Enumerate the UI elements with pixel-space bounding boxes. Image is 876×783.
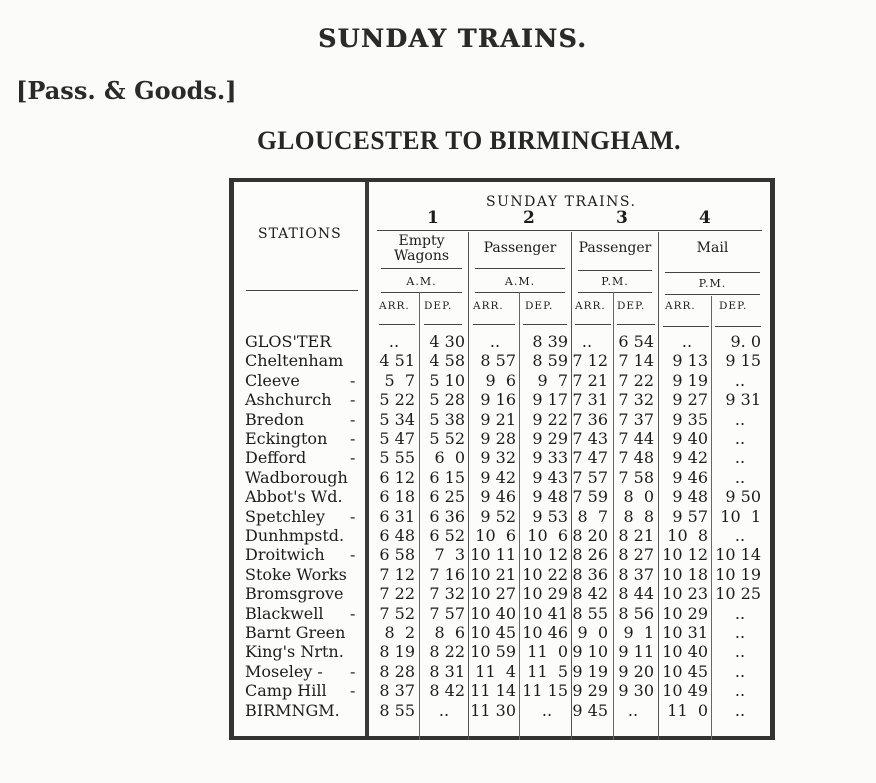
arrival-time: 9 29: [572, 681, 608, 701]
arrival-time: 9 45: [572, 700, 608, 720]
arrival-time: 10 31: [662, 623, 708, 642]
station-name: Blackwell: [245, 603, 324, 623]
divider: [578, 292, 652, 293]
departure-time: 9 22: [532, 409, 568, 429]
table-row: [234, 448, 770, 467]
departure-time: 11 15: [522, 681, 568, 701]
arrival-time: 4 51: [379, 351, 415, 371]
departure-time: ..: [734, 448, 746, 468]
departure-time: ..: [734, 661, 746, 681]
arrival-time: 8 7: [577, 506, 608, 526]
train-type-line1: Empty: [398, 233, 445, 249]
arrival-time: 7 59: [572, 487, 608, 507]
arrival-time: 9 42: [480, 467, 516, 487]
arrival-time: 9 13: [672, 351, 708, 371]
arrival-time: 5 34: [379, 409, 415, 429]
arrival-time: 7 47: [572, 448, 608, 468]
station-name: King's Nrtn.: [245, 642, 344, 662]
departure-time: 6 0: [434, 448, 465, 468]
arrival-time: 9 57: [672, 506, 708, 526]
arrival-time: 9 6: [485, 370, 516, 390]
arrival-time: 7 12: [379, 564, 415, 584]
service-type-label: [Pass. & Goods.]: [16, 76, 237, 105]
station-name: Eckington: [245, 429, 328, 448]
departure-time: 9 50: [725, 487, 761, 507]
station-name: Wadborough: [245, 467, 348, 487]
arrival-time: ..: [681, 332, 693, 351]
arrival-time: 9 19: [572, 661, 608, 681]
arrival-time: 5 22: [379, 390, 415, 410]
arrival-time: 6 58: [379, 545, 415, 565]
divider: [523, 324, 567, 325]
leader-dash: -: [350, 390, 356, 410]
departure-time: 6 15: [429, 467, 465, 487]
departure-time: 7 44: [618, 429, 654, 448]
departure-time: 9 11: [618, 642, 654, 662]
departure-time: 4 30: [429, 332, 465, 351]
arrival-time: 7 43: [572, 429, 608, 448]
arrival-time: 9 19: [672, 370, 708, 390]
arrival-time: 8 20: [572, 526, 608, 545]
station-name: GLOS'TER: [245, 332, 332, 351]
table-row: [234, 487, 770, 506]
divider: [575, 324, 611, 325]
table-row: [234, 351, 770, 370]
arrival-time: 6 18: [379, 487, 415, 507]
station-name: Abbot's Wd.: [245, 487, 343, 507]
arrival-time: 10 45: [662, 661, 708, 681]
departure-time: ..: [734, 370, 746, 390]
divider: [377, 230, 762, 231]
arrival-time: 5 47: [379, 429, 415, 448]
departure-time: ..: [734, 642, 746, 662]
divider: [381, 292, 462, 293]
departure-time: ..: [734, 467, 746, 487]
dep-label: DEP.: [617, 300, 646, 312]
station-name: Droitwich: [245, 545, 325, 565]
arrival-time: 10 11: [470, 545, 516, 565]
arrival-time: 9 42: [672, 448, 708, 468]
arrival-time: 5 55: [379, 448, 415, 468]
train-type-line1: Mail: [696, 240, 729, 256]
train-number-4: 4: [699, 208, 711, 228]
departure-time: 9 29: [532, 429, 568, 448]
station-name: BIRMNGM.: [245, 700, 340, 720]
arrival-time: 9 0: [577, 623, 608, 642]
departure-time: 8 21: [618, 526, 654, 545]
departure-time: 11 5: [527, 661, 568, 681]
departure-time: 10 12: [522, 545, 568, 565]
departure-time: 7 32: [618, 390, 654, 410]
table-row: [234, 507, 770, 526]
departure-time: 8 6: [434, 623, 465, 642]
departure-time: 8 42: [429, 681, 465, 701]
divider: [665, 272, 760, 273]
departure-time: 10 19: [715, 564, 761, 584]
train-type-line1: Passenger: [578, 240, 652, 256]
arrival-time: 7 36: [572, 409, 608, 429]
departure-time: 4 58: [429, 351, 465, 371]
arrival-time: 9 16: [480, 390, 516, 410]
divider: [665, 294, 760, 295]
departure-time: 8 37: [618, 564, 654, 584]
arrival-time: 10 49: [662, 681, 708, 701]
divider: [379, 324, 415, 325]
arrival-time: 9 46: [672, 467, 708, 487]
divider: [475, 268, 565, 269]
arrival-time: 10 21: [470, 564, 516, 584]
station-name: Dunhmpstd.: [245, 526, 345, 545]
station-name: Defford: [245, 448, 307, 468]
period-label: A.M.: [504, 275, 536, 288]
departure-time: 7 3: [434, 545, 465, 565]
departure-time: 10 41: [522, 603, 568, 623]
table-row: [234, 623, 770, 642]
departure-time: 8 27: [618, 545, 654, 565]
station-name: Stoke Works: [245, 564, 347, 584]
table-row: [234, 681, 770, 700]
arrival-time: 9 27: [672, 390, 708, 410]
table-row: [234, 662, 770, 681]
departure-time: 11 0: [527, 642, 568, 662]
arrival-time: 10 40: [662, 642, 708, 662]
arrival-time: 6 48: [379, 526, 415, 545]
divider: [475, 292, 565, 293]
table-row: [234, 565, 770, 584]
arrival-time: ..: [489, 332, 501, 351]
page-title: SUNDAY TRAINS.: [318, 24, 588, 53]
table-row: [234, 429, 770, 448]
period-label: P.M.: [601, 275, 629, 288]
arrival-time: 8 37: [379, 681, 415, 701]
departure-time: 7 37: [618, 409, 654, 429]
station-name: Spetchley: [245, 506, 325, 526]
table-row: [234, 604, 770, 623]
departure-time: 9 7: [537, 370, 568, 390]
arrival-time: 10 18: [662, 564, 708, 584]
departure-time: 9 53: [532, 506, 568, 526]
station-name: Camp Hill: [245, 681, 327, 701]
arrival-time: 11 30: [470, 700, 516, 720]
table-row: [234, 584, 770, 603]
departure-time: ..: [734, 623, 746, 642]
departure-time: ..: [734, 409, 746, 429]
departure-time: 10 14: [715, 545, 761, 565]
arrival-time: ..: [388, 332, 400, 351]
table-row: [234, 545, 770, 564]
departure-time: 8 44: [618, 584, 654, 604]
arrival-time: 10 12: [662, 545, 708, 565]
departure-time: 8 56: [618, 603, 654, 623]
arrival-time: 7 22: [379, 584, 415, 604]
divider: [473, 324, 515, 325]
arrival-time: 10 29: [662, 603, 708, 623]
arrival-time: 10 8: [667, 526, 708, 545]
station-name: Barnt Green: [245, 623, 346, 642]
departure-time: ..: [734, 526, 746, 545]
departure-time: 7 32: [429, 584, 465, 604]
departure-time: 6 36: [429, 506, 465, 526]
departure-time: 9 20: [618, 661, 654, 681]
dep-label: DEP.: [719, 300, 748, 312]
train-number-3: 3: [616, 208, 628, 228]
table-row: [234, 701, 770, 720]
arrival-time: 8 26: [572, 545, 608, 565]
timetable: [229, 178, 775, 740]
departure-time: ..: [734, 681, 746, 701]
route-title: GLOUCESTER TO BIRMINGHAM.: [257, 126, 682, 155]
period-label: P.M.: [698, 277, 727, 290]
departure-time: 5 10: [429, 370, 465, 390]
station-name: Bredon: [245, 409, 305, 429]
arrival-time: 9 21: [480, 409, 516, 429]
divider: [715, 326, 761, 327]
arrival-time: 9 10: [572, 642, 608, 662]
departure-time: 10 1: [720, 506, 761, 526]
departure-time: 10 22: [522, 564, 568, 584]
table-row: [234, 526, 770, 545]
divider: [617, 324, 655, 325]
leader-dash: -: [350, 603, 356, 623]
departure-time: 9. 0: [730, 332, 761, 351]
departure-time: 8 0: [623, 487, 654, 507]
train-number-2: 2: [523, 208, 535, 228]
departure-time: 9 17: [532, 390, 568, 410]
train-type-line1: Passenger: [483, 240, 557, 256]
arrival-time: 11 14: [470, 681, 516, 701]
arrival-time: 10 23: [662, 584, 708, 604]
arrival-time: 10 27: [470, 584, 516, 604]
departure-time: 10 29: [522, 584, 568, 604]
arrival-time: 7 12: [572, 351, 608, 371]
period-label: A.M.: [406, 275, 437, 288]
departure-time: 8 31: [429, 661, 465, 681]
arrival-time: 7 31: [572, 390, 608, 410]
departure-time: ..: [734, 429, 746, 448]
dep-label: DEP.: [525, 300, 554, 312]
dep-label: DEP.: [424, 300, 453, 312]
departure-time: ..: [541, 700, 553, 720]
stations-header: STATIONS: [258, 226, 342, 242]
departure-time: 9 48: [532, 487, 568, 507]
departure-time: 5 38: [429, 409, 465, 429]
station-name: Bromsgrove: [245, 584, 344, 604]
departure-time: 5 52: [429, 429, 465, 448]
divider: [663, 326, 709, 327]
arrival-time: 10 40: [470, 603, 516, 623]
arrival-time: 8 55: [572, 603, 608, 623]
station-name: Ashchurch: [245, 390, 332, 410]
arrival-time: 7 52: [379, 603, 415, 623]
divider: [424, 324, 462, 325]
departure-time: 9 1: [623, 623, 654, 642]
departure-time: 7 57: [429, 603, 465, 623]
arrival-time: 9 46: [480, 487, 516, 507]
arrival-time: 8 36: [572, 564, 608, 584]
leader-dash: -: [350, 448, 356, 468]
arrival-time: 9 32: [480, 448, 516, 468]
train-numbers: [369, 208, 770, 228]
arrival-time: 10 6: [475, 526, 516, 545]
departure-time: 10 46: [522, 623, 568, 642]
table-row: [234, 642, 770, 661]
arrival-time: 8 57: [480, 351, 516, 371]
departure-time: ..: [438, 700, 450, 720]
arrival-time: 10 45: [470, 623, 516, 642]
departure-time: ..: [734, 603, 746, 623]
departure-time: 8 22: [429, 642, 465, 662]
departure-time: 6 25: [429, 487, 465, 507]
departure-time: 7 58: [618, 467, 654, 487]
departure-time: 7 16: [429, 564, 465, 584]
divider: [381, 268, 462, 269]
arr-label: ARR.: [665, 300, 696, 312]
arrival-time: ..: [581, 332, 593, 351]
table-row: [234, 410, 770, 429]
departure-time: 9 43: [532, 467, 568, 487]
arr-label: ARR.: [575, 300, 606, 312]
departure-time: 7 22: [618, 370, 654, 390]
arrival-time: 6 31: [379, 506, 415, 526]
arrival-time: 8 28: [379, 661, 415, 681]
divider: [578, 270, 652, 271]
table-row: [234, 371, 770, 390]
leader-dash: -: [350, 545, 356, 565]
divider: [246, 290, 358, 291]
departure-time: 7 14: [618, 351, 654, 371]
table-row: [234, 390, 770, 409]
train-type-line2: Wagons: [393, 248, 450, 264]
departure-time: 5 28: [429, 390, 465, 410]
departure-time: 6 54: [618, 332, 654, 351]
arrival-time: 8 19: [379, 642, 415, 662]
arrival-time: 9 40: [672, 429, 708, 448]
leader-dash: -: [350, 429, 356, 448]
station-name: Cheltenham: [245, 351, 344, 371]
table-row: [234, 332, 770, 351]
arr-label: ARR.: [473, 300, 504, 312]
departure-time: 9 15: [725, 351, 761, 371]
leader-dash: -: [350, 409, 356, 429]
departure-time: 7 48: [618, 448, 654, 468]
departure-time: 8 39: [532, 332, 568, 351]
table-row: [234, 468, 770, 487]
departure-time: 9 31: [725, 390, 761, 410]
leader-dash: -: [350, 506, 356, 526]
arrival-time: 10 59: [470, 642, 516, 662]
arrival-time: 9 48: [672, 487, 708, 507]
departure-time: 6 52: [429, 526, 465, 545]
departure-time: 10 25: [715, 584, 761, 604]
departure-time: ..: [734, 700, 746, 720]
sunday-trains-subheader: SUNDAY TRAINS.: [486, 194, 637, 210]
arrival-time: 6 12: [379, 467, 415, 487]
departure-time: 9 30: [618, 681, 654, 701]
departure-time: 8 8: [623, 506, 654, 526]
leader-dash: -: [350, 661, 356, 681]
leader-dash: -: [350, 681, 356, 701]
arrival-time: 5 7: [384, 370, 415, 390]
arrival-time: 8 2: [384, 623, 415, 642]
arrival-time: 9 35: [672, 409, 708, 429]
arr-label: ARR.: [379, 300, 410, 312]
station-name: Moseley -: [245, 661, 323, 681]
arrival-time: 8 55: [379, 700, 415, 720]
departure-time: 9 33: [532, 448, 568, 468]
arrival-time: 8 42: [572, 584, 608, 604]
departure-time: ..: [627, 700, 639, 720]
arrival-time: 11 0: [667, 700, 708, 720]
arrival-time: 7 21: [572, 370, 608, 390]
departure-time: 8 59: [532, 351, 568, 371]
arrival-time: 9 28: [480, 429, 516, 448]
station-name: Cleeve: [245, 370, 300, 390]
leader-dash: -: [350, 370, 356, 390]
arrival-time: 7 57: [572, 467, 608, 487]
arrival-time: 11 4: [475, 661, 516, 681]
departure-time: 10 6: [527, 526, 568, 545]
train-number-1: 1: [427, 208, 439, 228]
arrival-time: 9 52: [480, 506, 516, 526]
